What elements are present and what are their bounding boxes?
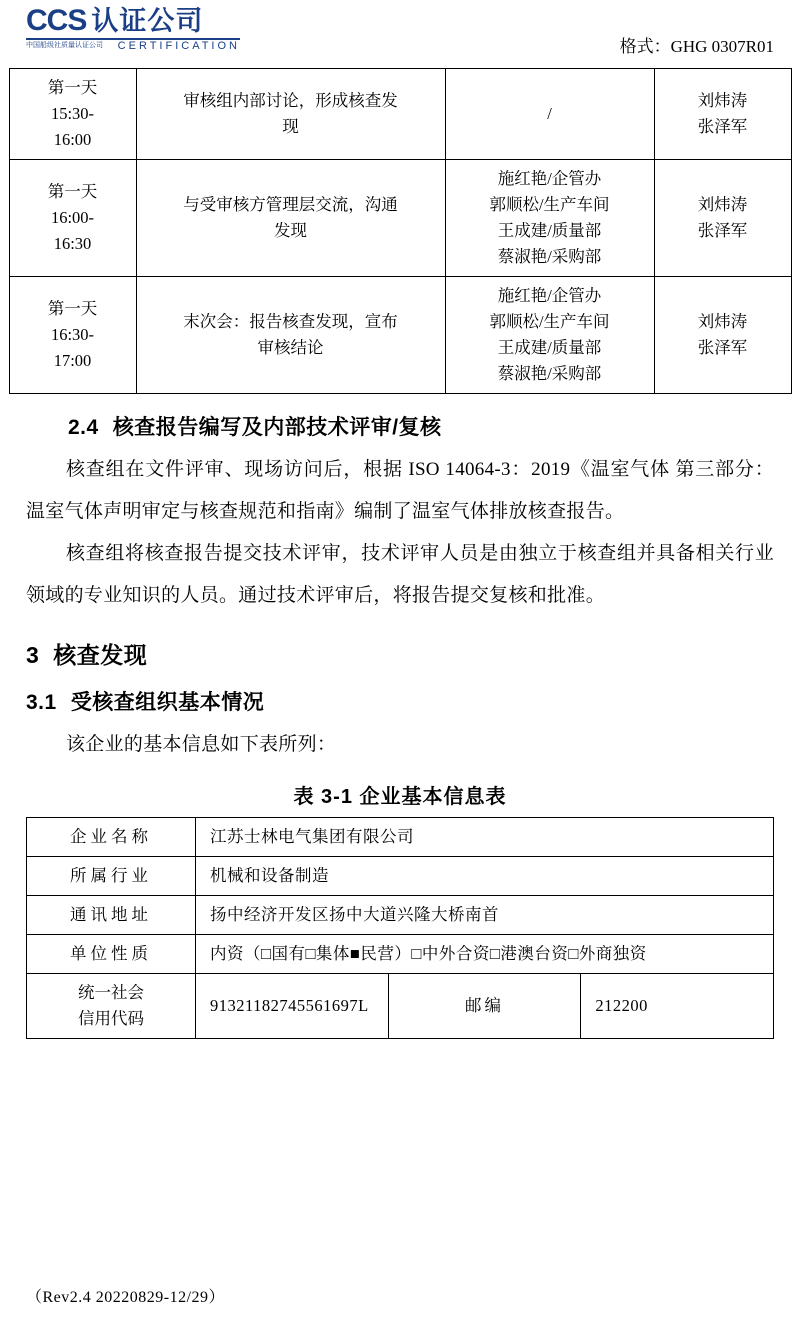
auditor-line: 张泽军 xyxy=(697,338,748,357)
section-number: 3.1 xyxy=(26,691,57,714)
company-info-table xyxy=(26,817,774,1039)
table-row xyxy=(9,160,791,277)
cell-auditors xyxy=(654,69,791,160)
row-label: 单位性质 xyxy=(27,935,196,974)
zip-label: 邮编 xyxy=(388,974,581,1039)
table-row xyxy=(27,935,774,974)
auditor-line: 刘炜涛 xyxy=(697,195,748,214)
logo-subtitle-chinese: 中国船级社质量认证公司 xyxy=(26,42,103,49)
auditor-line: 刘炜涛 xyxy=(697,312,748,331)
participant-line: 郭顺松/生产车间 xyxy=(489,312,610,331)
row-value: 机械和设备制造 xyxy=(196,857,774,896)
document-page xyxy=(0,6,800,1321)
row-label-credit-code xyxy=(27,974,196,1039)
zip-value: 212200 xyxy=(581,974,774,1039)
participant-line: 王成建/质量部 xyxy=(497,338,602,357)
section-title: 核查发现 xyxy=(53,642,148,668)
table-row xyxy=(27,818,774,857)
cell-activity xyxy=(136,277,445,394)
activity-line: 审核组内部讨论，形成核查发 xyxy=(183,91,398,110)
participant-line: 施红艳/企管办 xyxy=(497,169,602,188)
section-title: 受核查组织基本情况 xyxy=(70,691,265,714)
time-line: 16:30- xyxy=(50,325,95,344)
participant-line: / xyxy=(547,104,552,123)
activity-line: 末次会：报告核查发现，宣布 xyxy=(183,312,398,331)
table-row xyxy=(27,974,774,1039)
cell-participants xyxy=(445,69,654,160)
paragraph-3-1: 该企业的基本信息如下表所列： xyxy=(66,734,337,755)
section-heading-3-1 xyxy=(0,686,800,716)
row-value: 江苏士林电气集团有限公司 xyxy=(196,818,774,857)
table-row xyxy=(9,69,791,160)
cell-time xyxy=(9,69,136,160)
page-footer: （Rev2.4 20220829-12/29） xyxy=(26,1289,226,1306)
participant-line: 蔡淑艳/采购部 xyxy=(497,247,602,266)
cell-activity xyxy=(136,69,445,160)
table-row xyxy=(9,277,791,394)
time-line: 17:00 xyxy=(53,351,92,370)
activity-line: 现 xyxy=(282,117,299,136)
section-heading-3 xyxy=(0,637,800,670)
participant-line: 王成建/质量部 xyxy=(497,221,602,240)
activity-line: 审核结论 xyxy=(257,338,324,357)
time-line: 16:30 xyxy=(53,234,92,253)
logo-main-text: CCS xyxy=(26,4,87,37)
section-number: 3 xyxy=(26,642,40,668)
logo-subtitle-english: CERTIFICATION xyxy=(117,40,240,52)
time-line: 第一天 xyxy=(47,182,98,201)
row-label: 所属行业 xyxy=(27,857,196,896)
paragraph-2-4-1: 核查组在文件评审、现场访问后，根据 ISO 14064-3：2019《温室气体 第三部分：温室气体声明审定与核查规范和指南》编制了温室气体排放核查报告。 xyxy=(26,459,774,522)
row-label: 企业名称 xyxy=(27,818,196,857)
table-caption: 表 3-1 企业基本信息表 xyxy=(293,786,507,808)
page-header xyxy=(26,6,774,68)
cell-time xyxy=(9,160,136,277)
cell-auditors xyxy=(654,160,791,277)
table-row xyxy=(27,857,774,896)
logo-subtitle xyxy=(26,38,240,52)
section-heading-2-4 xyxy=(0,411,800,441)
cell-activity xyxy=(136,160,445,277)
row-label: 通讯地址 xyxy=(27,896,196,935)
time-line: 第一天 xyxy=(47,78,98,97)
audit-schedule-table xyxy=(9,68,792,394)
participant-line: 郭顺松/生产车间 xyxy=(489,195,610,214)
time-line: 16:00 xyxy=(53,130,92,149)
time-line: 15:30- xyxy=(50,104,95,123)
time-line: 第一天 xyxy=(47,299,98,318)
cell-auditors xyxy=(654,277,791,394)
cell-participants xyxy=(445,277,654,394)
row-value: 内资（□国有□集体■民营）□中外合资□港澳台资□外商独资 xyxy=(196,935,774,974)
auditor-line: 刘炜涛 xyxy=(697,91,748,110)
participant-line: 蔡淑艳/采购部 xyxy=(497,364,602,383)
activity-line: 发现 xyxy=(274,221,307,240)
cell-participants xyxy=(445,160,654,277)
credit-code-value: 91321182745561697L xyxy=(196,974,389,1039)
participant-line: 施红艳/企管办 xyxy=(497,286,602,305)
label-line: 信用代码 xyxy=(78,1009,144,1028)
label-line: 统一社会 xyxy=(78,983,144,1002)
row-value: 扬中经济开发区扬中大道兴隆大桥南首 xyxy=(196,896,774,935)
section-number: 2.4 xyxy=(68,416,99,439)
auditor-line: 张泽军 xyxy=(697,117,748,136)
document-format-code: 格式：GHG 0307R01 xyxy=(619,37,774,56)
paragraph-2-4-2: 核查组将核查报告提交技术评审，技术评审人员是由独立于核查组并具备相关行业领域的专业知识的人员。通过技术评审后，将报告提交复核和批准。 xyxy=(26,543,774,606)
section-title: 核查报告编写及内部技术评审/复核 xyxy=(112,416,442,439)
auditor-line: 张泽军 xyxy=(697,221,748,240)
table-row xyxy=(27,896,774,935)
time-line: 16:00- xyxy=(50,208,95,227)
activity-line: 与受审核方管理层交流，沟通 xyxy=(183,195,398,214)
logo-chinese-text: 认证公司 xyxy=(91,6,204,36)
cell-time xyxy=(9,277,136,394)
ccs-logo xyxy=(26,6,203,36)
